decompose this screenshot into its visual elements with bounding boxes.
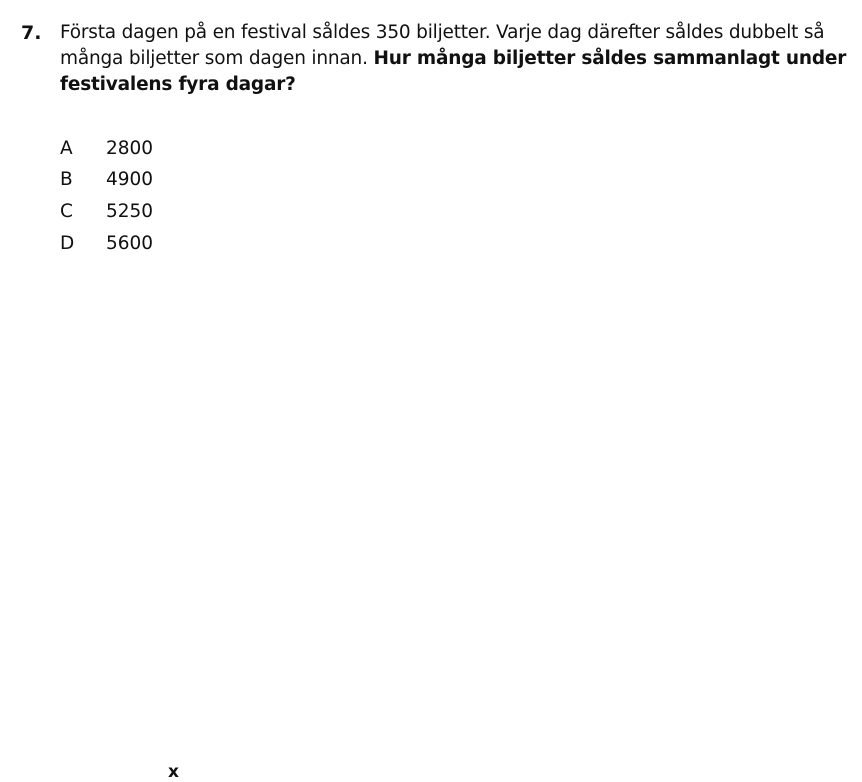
option-c[interactable] — [60, 196, 153, 228]
footer-mark: x — [168, 762, 179, 782]
answer-options — [60, 133, 153, 259]
question-text-regular: Första dagen på en festival såldes 350 biljetter. Varje dag därefter såldes dubbelt så många biljetter som dagen innan. — [60, 22, 825, 69]
option-letter: B — [60, 169, 73, 191]
option-letter: C — [60, 200, 73, 222]
option-value: 4900 — [106, 169, 154, 191]
option-a[interactable] — [60, 133, 153, 165]
option-b[interactable] — [60, 165, 153, 197]
option-d[interactable] — [60, 228, 153, 260]
option-value: 2800 — [106, 137, 154, 159]
option-letter: D — [60, 232, 75, 254]
option-value: 5600 — [106, 232, 154, 254]
question-number: 7. — [21, 22, 42, 44]
question-text — [60, 20, 850, 98]
question-text-bold: Hur många biljetter såldes sammanlagt under festivalens fyra dagar? — [60, 48, 847, 95]
option-value: 5250 — [106, 200, 154, 222]
option-letter: A — [60, 137, 73, 159]
